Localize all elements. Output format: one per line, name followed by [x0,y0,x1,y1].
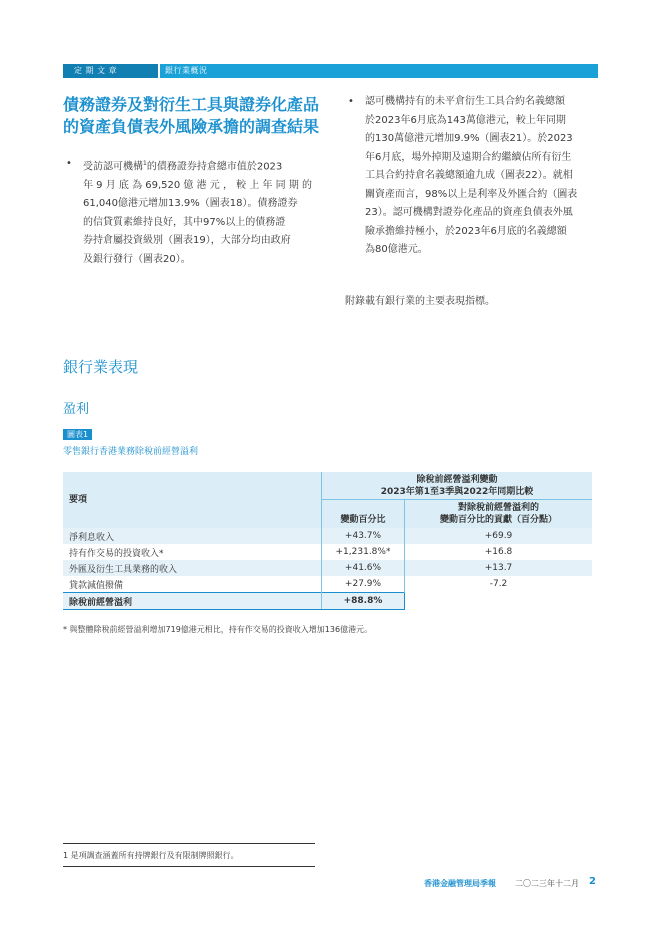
left-bullet-line: 的信貸質素維持良好，其中97%以上的債務證 [83,216,286,228]
left-bullet-line: 年 9 月 底 為 69,520 億 港 元 ， 較 上 年 同 期 的 [83,179,313,191]
total-pct: +88.8% [322,593,405,610]
footnote-rule [63,843,315,844]
section-title: 債務證券及對衍生工具與證券化產品的資產負債表外風險承擔的調查結果 [63,95,320,136]
table-note: * 與整體除稅前經營溢利增加719億港元相比，持有作交易的投資收入增加136億港元。 [63,625,373,634]
bullet-dot: • [348,96,354,107]
header-article-label: 銀行業概況 [165,66,208,75]
left-bullet-paragraph [66,155,318,269]
table-total-row [63,593,592,610]
row-contrib: +16.8 [405,544,593,560]
right-bullet-line: 年6月底，場外掉期及遠期合約繼續佔所有衍生 [365,151,572,163]
col-header-pct: 變動百分比 [322,500,405,529]
left-bullet-line: 券持倉屬投資級別（圖表19），大部分均由政府 [83,235,291,247]
right-bullet-line: 關資產而言，98%以上是利率及外匯合約（圖表 [365,188,578,200]
footnote-ref: 1 [143,160,147,167]
footnote-text: 1 是項調查涵蓋所有持牌銀行及有限制牌照銀行。 [63,851,239,860]
left-bullet-line: 及銀行發行（圖表20）。 [83,253,191,265]
left-bullet-line: 61,040億港元增加13.9%（圖表18）。債務證券 [83,198,298,210]
right-bullet-line: 23）。認可機構對證券化產品的資產負債表外風 [365,207,573,218]
row-contrib: -7.2 [405,576,593,593]
performance-heading: 銀行業表現 [63,358,139,376]
row-item: 淨利息收入 [69,532,115,543]
row-item: 持有作交易的投資收入* [69,548,164,559]
footnote-rule-bottom [63,866,315,867]
right-bullet-paragraph [348,93,600,260]
page-number: 2 [589,876,596,887]
table-row [63,528,592,544]
header-section-label: 定 期 文 章 [74,66,118,75]
row-contrib: +69.9 [405,528,593,544]
bullet-dot: • [66,158,72,169]
col-header-item: 要項 [63,472,322,528]
col-header-group: 除稅前經營溢利變動 2023年第1至3季與2022年同期比較 [322,472,593,500]
table-row [63,576,592,593]
right-bullet-line: 的130萬億港元增加9.9%（圖表21）。於2023 [365,133,573,144]
chart-tag: 圖表1 [63,429,92,440]
left-bullet-line: 受訪認可機構$^1$的債務證券持倉總市值於2023 [83,160,283,173]
table-row [63,560,592,576]
total-item: 除稅前經營溢利 [63,593,322,610]
chart-title: 零售銀行香港業務除稅前經營溢利 [63,447,199,457]
row-contrib: +13.7 [405,560,593,576]
row-item: 貸款減值撥備 [69,580,124,591]
right-bullet-line: 認可機構持有的未平倉衍生工具合約名義總額 [365,96,565,107]
footer-publication: 香港金融管理局季報 [424,879,496,888]
col-header-contrib: 對除稅前經營溢利的 變動百分比的貢獻（百分點） [405,500,593,529]
profit-heading: 盈利 [63,402,90,417]
table-row [63,544,592,560]
row-pct: +41.6% [322,560,405,576]
right-bullet-line: 為80億港元。 [365,244,428,255]
row-pct: +43.7% [322,528,405,544]
appendix-note: 附錄載有銀行業的主要表現指標。 [345,296,495,307]
row-pct: +1,231.8%* [322,544,405,560]
row-pct: +27.9% [322,576,405,593]
right-bullet-line: 工具合約持倉名義總額逾九成（圖表22）。就相 [365,170,573,181]
footer-date: 二〇二三年十二月 [515,879,579,888]
right-bullet-line: 險承擔維持極小，於2023年6月底的名義總額 [365,225,567,237]
profit-table [63,472,592,610]
row-item: 外匯及衍生工具業務的收入 [69,564,178,575]
right-bullet-line: 於2023年6月底為143萬億港元，較上年同期 [365,114,566,126]
header-divider [158,64,160,78]
